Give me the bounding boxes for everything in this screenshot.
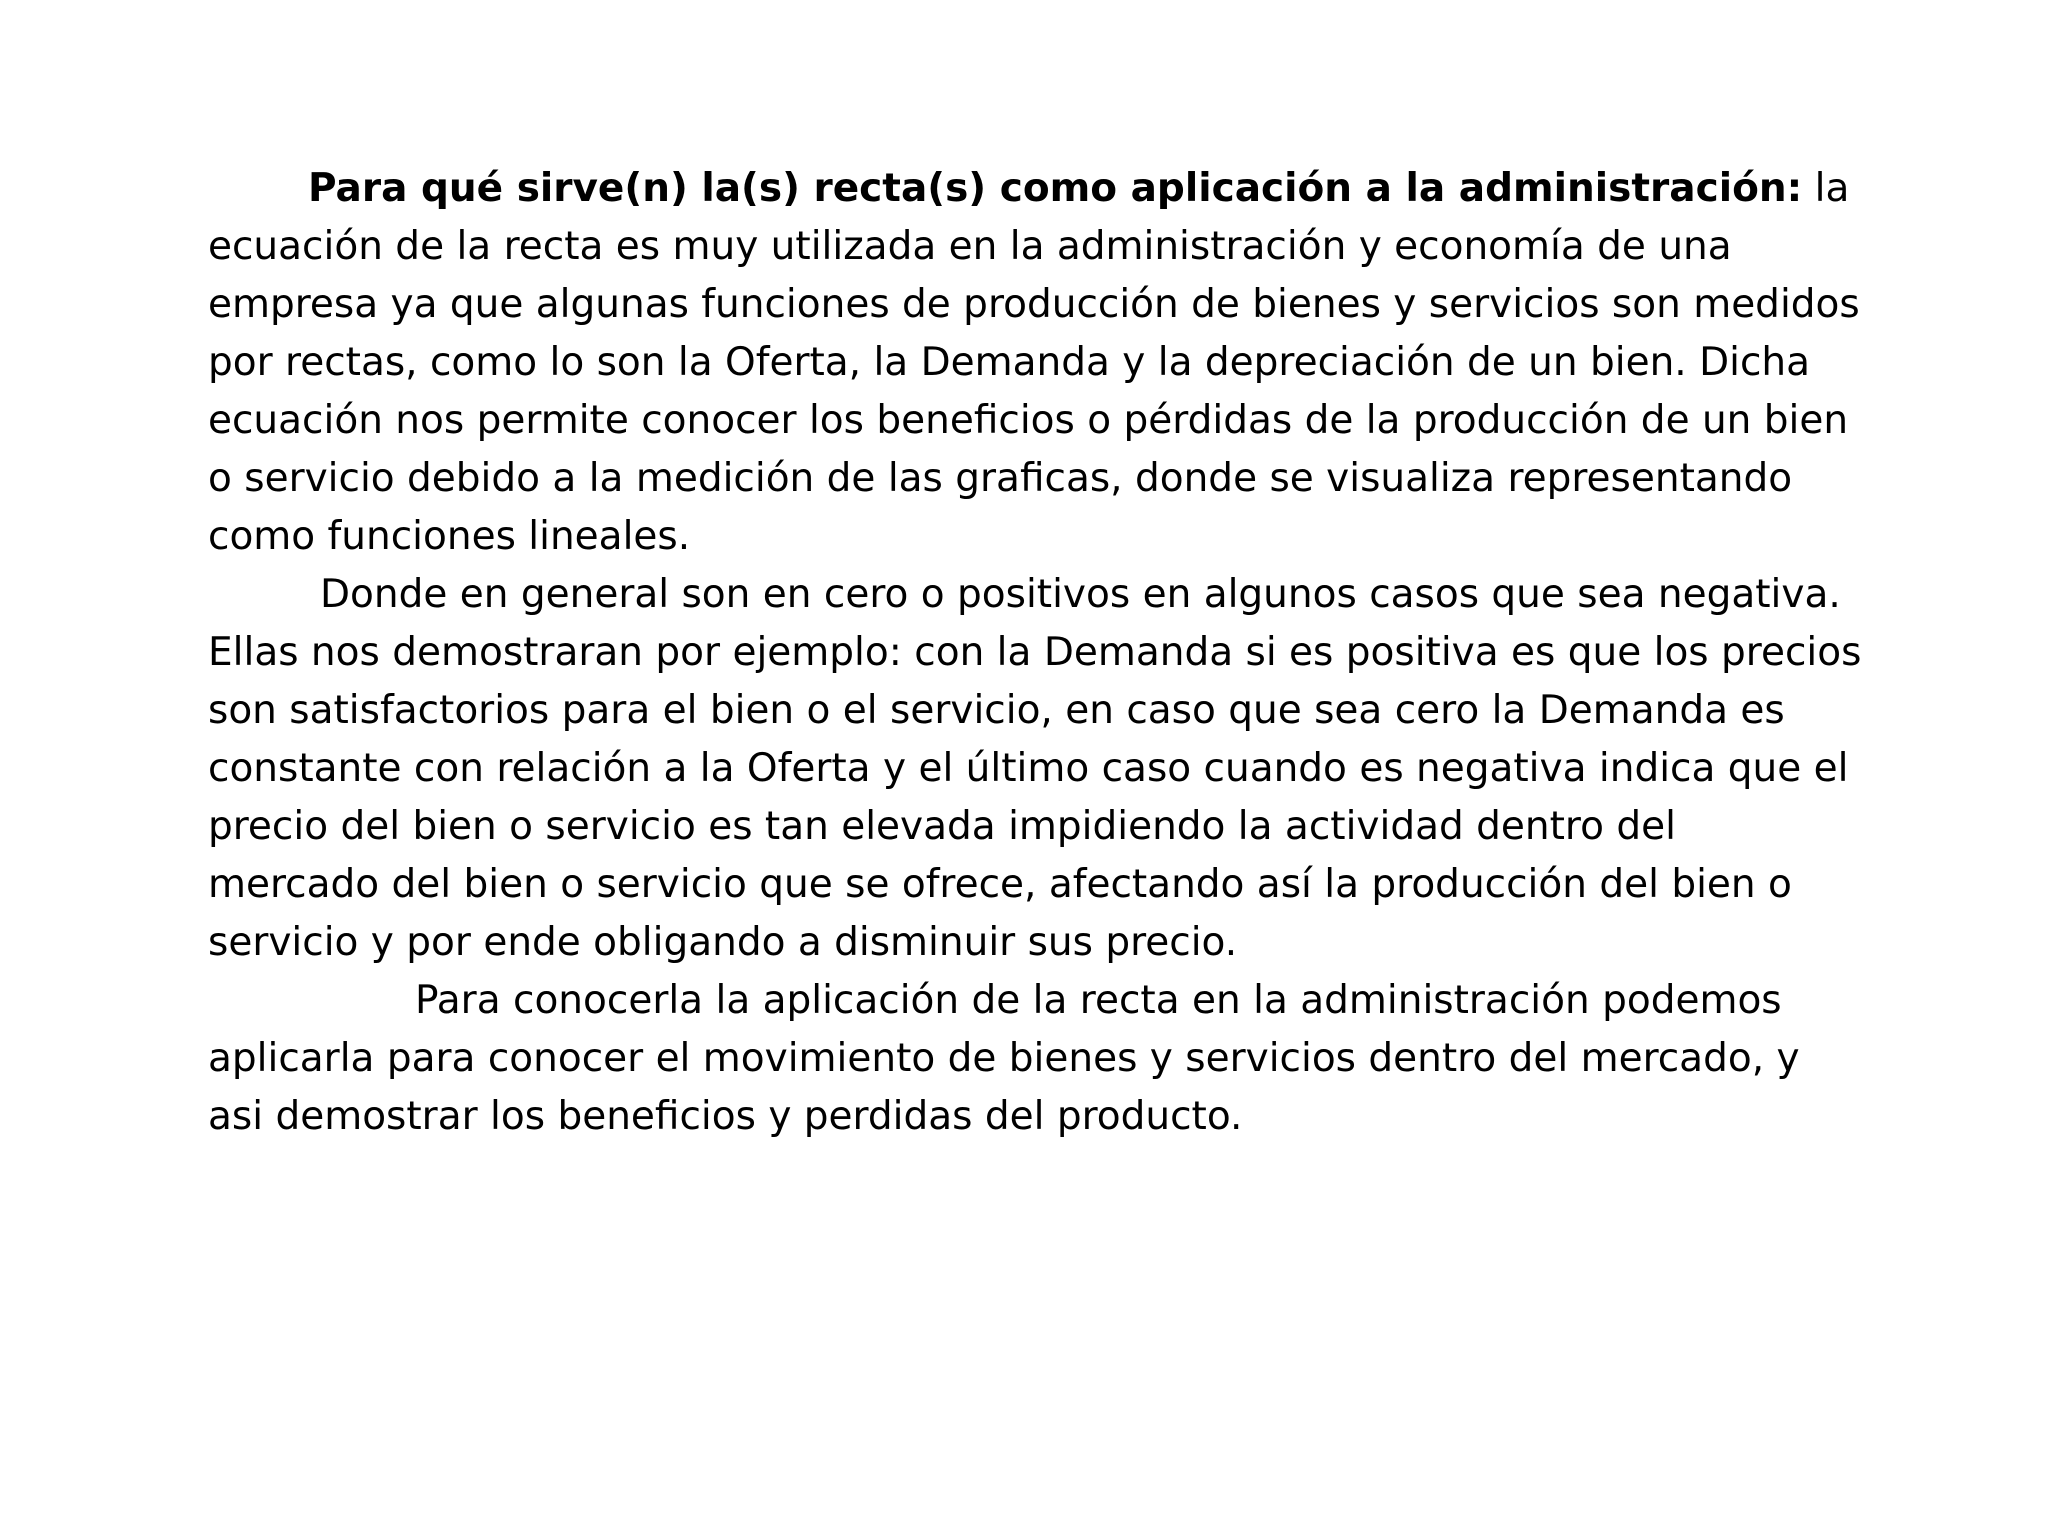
paragraph-1-line-7: como funciones lineales.: [208, 514, 691, 559]
paragraph-3-line-2: aplicarla para conocer el movimiento de bienes y servicios dentro del mercado, y: [208, 1036, 1800, 1081]
paragraph-2-line-5: precio del bien o servicio es tan elevada impidiendo la actividad dentro del: [208, 804, 1676, 849]
paragraph-2-line-1: Donde en general son en cero o positivos en algunos casos que sea negativa.: [320, 572, 1841, 617]
paragraph-1-line-2: ecuación de la recta es muy utilizada en la administración y economía de una: [208, 224, 1732, 269]
paragraph-2-line-3: son satisfactorios para el bien o el servicio, en caso que sea cero la Demanda es: [208, 688, 1785, 733]
paragraph-1-line-4: por rectas, como lo son la Oferta, la Demanda y la depreciación de un bien. Dicha: [208, 340, 1811, 385]
paragraph-2-line-6: mercado del bien o servicio que se ofrece, afectando así la producción del bien o: [208, 862, 1792, 907]
paragraph-2-line-2: Ellas nos demostraran por ejemplo: con la Demanda si es positiva es que los precios: [208, 630, 1862, 675]
paragraph-1-line-1-text: la: [1802, 166, 1850, 211]
paragraph-1-line-5: ecuación nos permite conocer los beneficios o pérdidas de la producción de un bien: [208, 398, 1849, 443]
paragraph-1-line-3: empresa ya que algunas funciones de producción de bienes y servicios son medidos: [208, 282, 1860, 327]
paragraph-2-line-7: servicio y por ende obligando a disminuir sus precio.: [208, 920, 1238, 965]
paragraph-1-line-1: [208, 160, 1888, 218]
paragraph-2-line-4: constante con relación a la Oferta y el último caso cuando es negativa indica que el: [208, 746, 1849, 791]
body-text: [208, 160, 1888, 1146]
paragraph-1-heading: Para qué sirve(n) la(s) recta(s) como aplicación a la administración:: [308, 166, 1803, 211]
paragraph-1-line-6: o servicio debido a la medición de las graficas, donde se visualiza representando: [208, 456, 1793, 501]
paragraph-3-line-1: Para conocerla la aplicación de la recta en la administración podemos: [415, 978, 1782, 1023]
paragraph-3-line-3: asi demostrar los beneficios y perdidas del producto.: [208, 1094, 1243, 1139]
